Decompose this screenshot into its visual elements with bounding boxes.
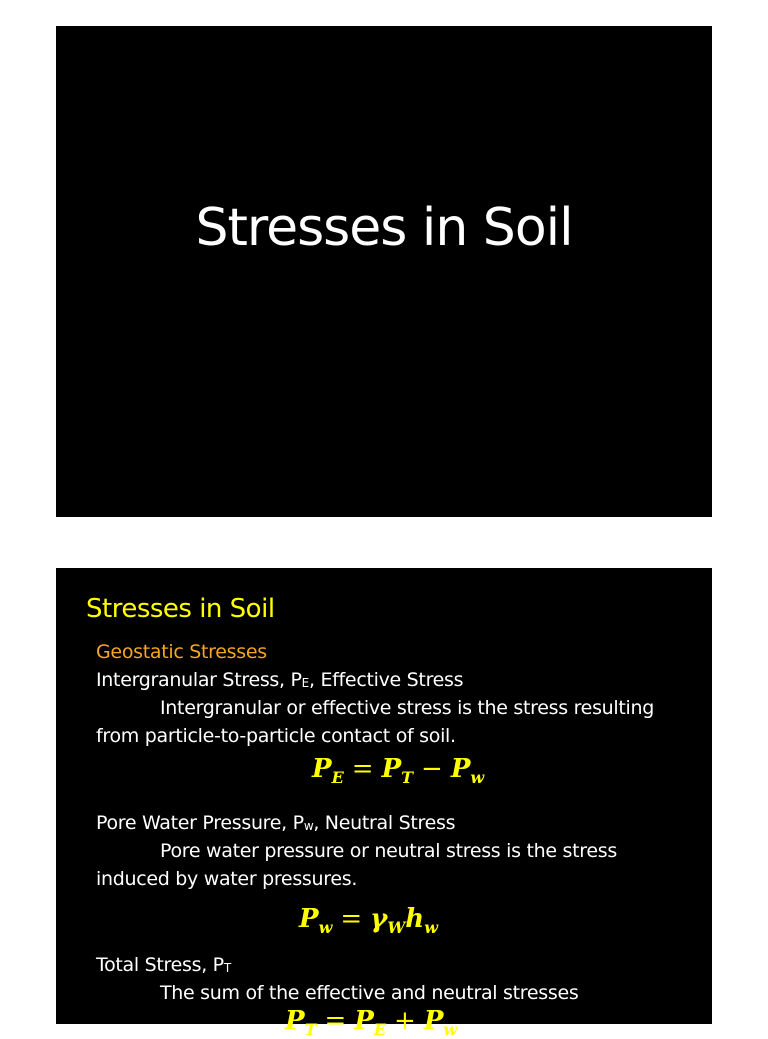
section-subtitle: Geostatic Stresses xyxy=(96,641,267,663)
pore-pressure-heading: Pore Water Pressure, Pw, Neutral Stress xyxy=(96,812,456,834)
intergranular-text-line2: from particle-to-particle contact of soil. xyxy=(96,725,456,747)
pore-pressure-equation: $P_w = \gamma_Wh_w$ xyxy=(299,904,438,937)
slide-title: Stresses in Soil xyxy=(195,198,573,258)
total-stress-equation: $P_T = P_E + P_w$ xyxy=(285,1006,458,1039)
effective-stress-equation: $P_E = P_T - P_w$ xyxy=(312,754,485,787)
content-slide xyxy=(56,568,712,1039)
title-slide xyxy=(56,26,712,517)
pore-pressure-text-line1: Pore water pressure or neutral stress is the stress xyxy=(160,840,617,862)
total-stress-text-line1: The sum of the effective and neutral stresses xyxy=(160,982,579,1004)
intergranular-text-line1: Intergranular or effective stress is the stress resulting xyxy=(160,697,655,719)
intergranular-heading: Intergranular Stress, PE, Effective Stress xyxy=(96,669,464,691)
total-stress-heading: Total Stress, PT xyxy=(96,954,231,976)
slide-heading: Stresses in Soil xyxy=(86,594,275,624)
pore-pressure-text-line2: induced by water pressures. xyxy=(96,868,358,890)
